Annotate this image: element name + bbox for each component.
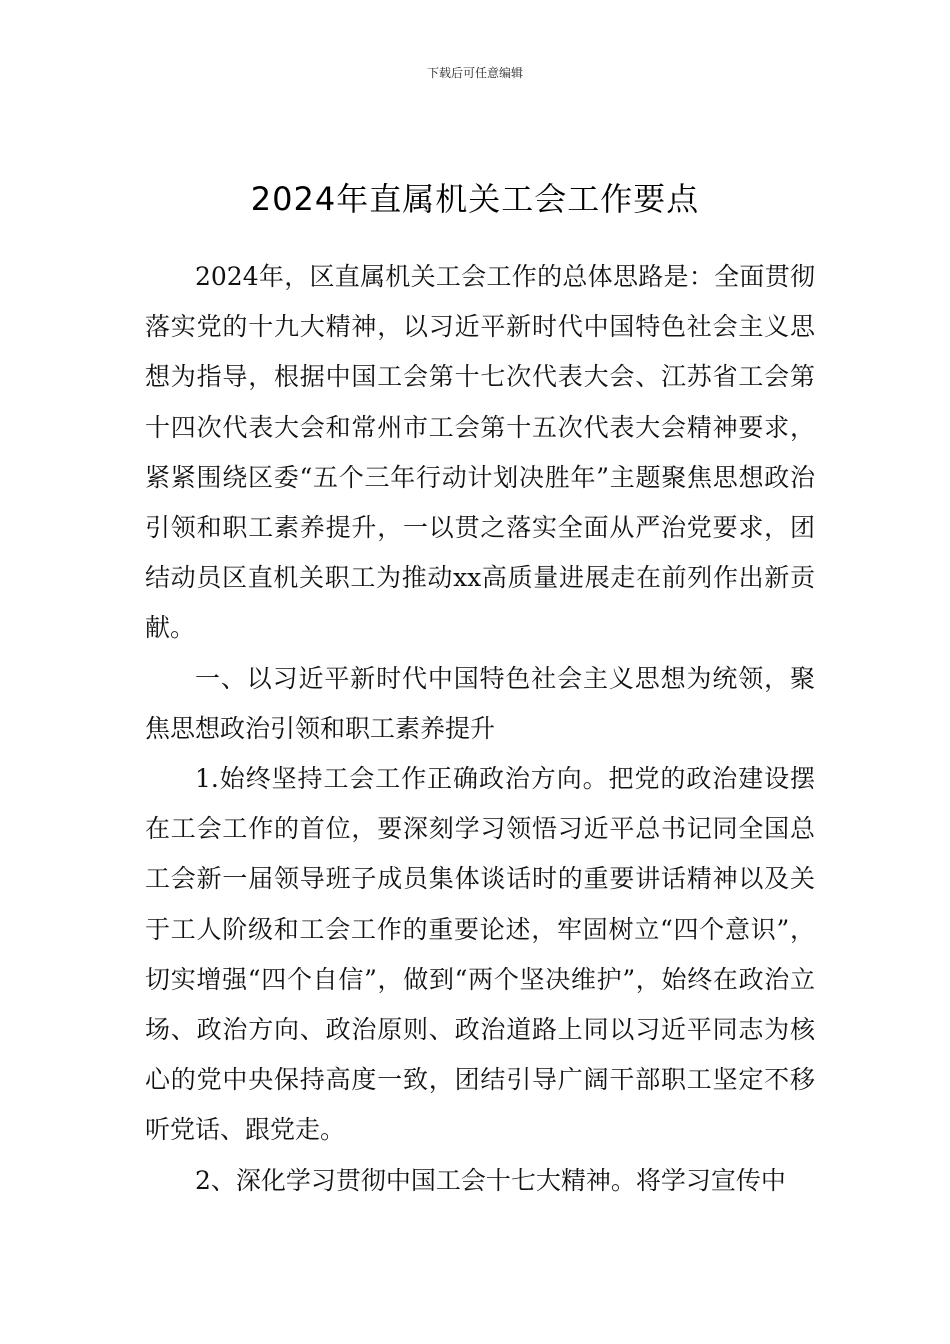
paragraph-intro: 2024年，区直属机关工会工作的总体思路是：全面贯彻落实党的十九大精神，以习近平新时代中国特色社会主义思想为指导，根据中国工会第十七次代表大会、江苏省工会第十四次代表大会和常州市工会第十五次代表大会精神要求，紧紧围绕区委“五个三年行动计划决胜年”主题聚焦思想政治引领和职工素养提升，一以贯之落实全面从严治党要求，团结动员区直机关职工为推动xx高质量进展走在前列作出新贡献。 [145,262,815,643]
document-title: 2024年直属机关工会工作要点 [250,180,700,218]
document-body [145,252,815,1206]
paragraph-item-1: 1.始终坚持工会工作正确政治方向。把党的政治建设摆在工会工作的首位，要深刻学习领悟习近平总书记同全国总工会新一届领导班子成员集体谈话时的重要讲话精神以及关于工人阶级和工会工作的重要论述，牢固树立“四个意识”，切实增强“四个自信”，做到“两个坚决维护”，始终在政治立场、政治方向、政治原则、政治道路上同以习近平同志为核心的党中央保持高度一致，团结引导广阔干部职工坚定不移听党话、跟党走。 [145,764,815,1145]
section-heading-1: 一、以习近平新时代中国特色社会主义思想为统领，聚焦思想政治引领和职工素养提升 [145,663,815,743]
paragraph-item-2: 2、深化学习贯彻中国工会十七大精神。将学习宣传中 [195,1165,786,1195]
page-header: 下载后可任意编辑 [426,66,523,80]
